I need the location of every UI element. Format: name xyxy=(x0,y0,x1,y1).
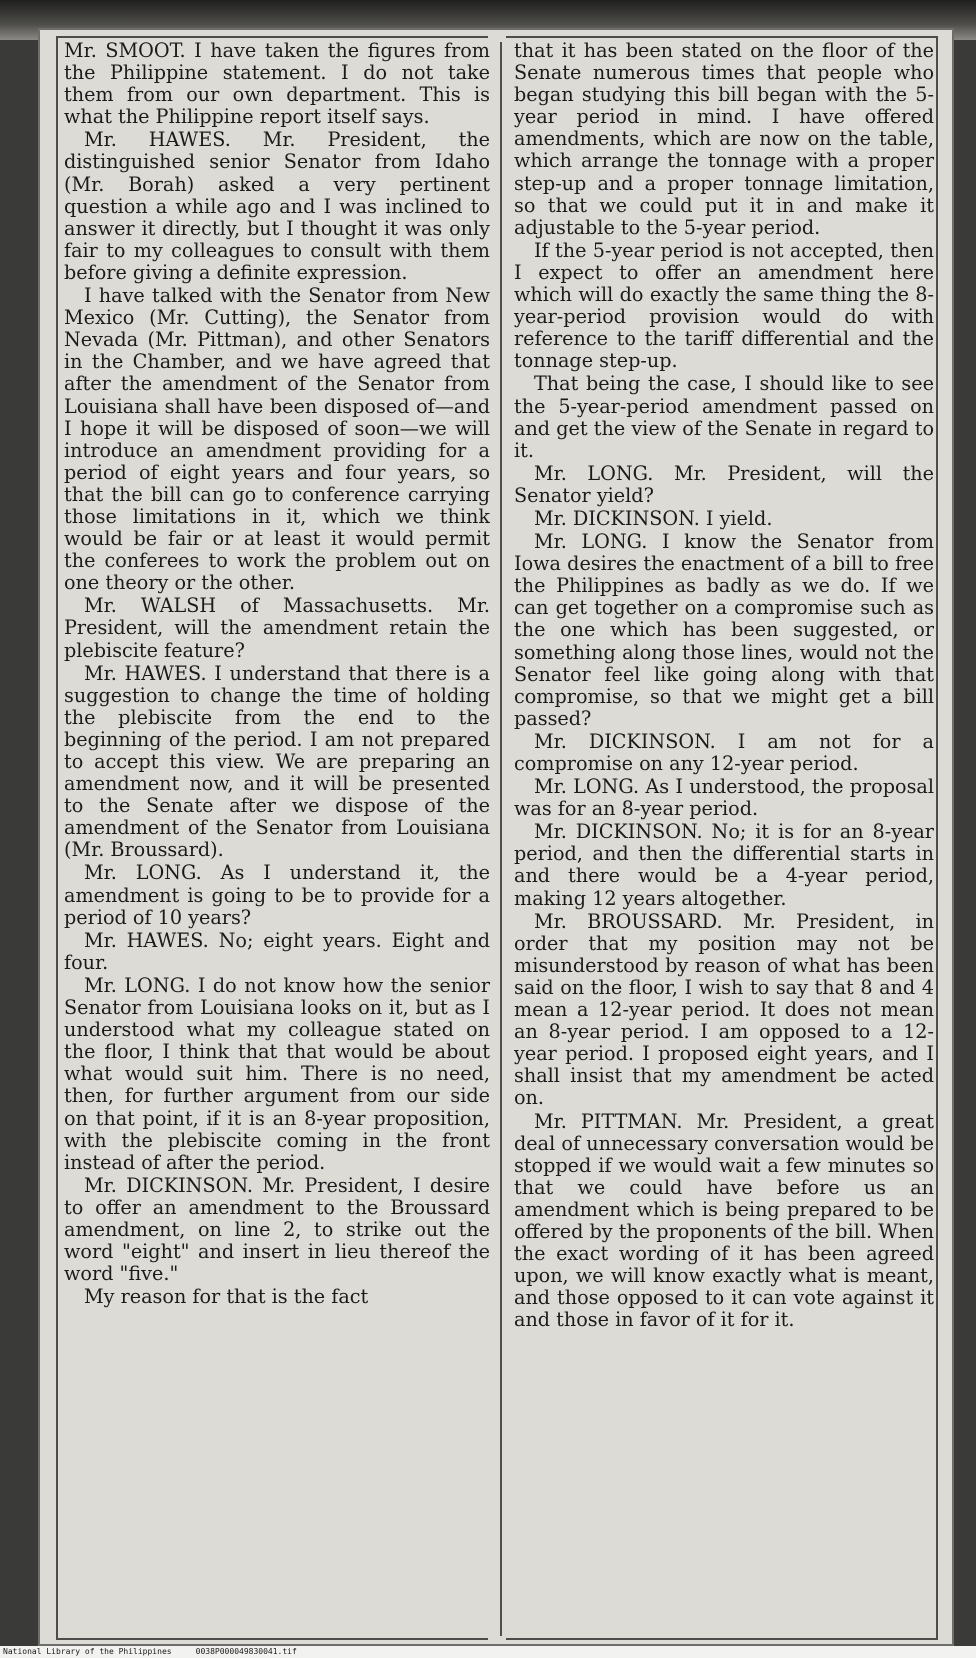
paragraph: Mr. WALSH of Massachusetts. Mr. President, will the amendment retain the plebiscite feature? xyxy=(64,594,490,662)
left-column xyxy=(64,40,490,1638)
paragraph: Mr. SMOOT. I have taken the figures from the Philippine statement. I do not take them from our own department. This is what the Philippine report itself says. xyxy=(64,40,490,129)
paragraph: Mr. DICKINSON. I yield. xyxy=(534,506,773,530)
paragraph: Mr. HAWES. Mr. President, the distinguished senior Senator from Idaho (Mr. Borah) asked a very pertinent question a while ago and I was inclined to answer it directly, but I thought it was only fair to my colleagues to consult with them before giving a definite expression. xyxy=(64,128,490,284)
paragraph: That being the case, I should like to see the 5-year-period amendment passed on and get the view of the Senate in regard to it. xyxy=(514,372,934,462)
archive-footer: National Library of the Philippines 0038P000049830041.tif xyxy=(0,1646,976,1658)
paragraph: Mr. PITTMAN. Mr. President, a great deal of unnecessary conversation would be stopped if we would wait a few minutes so that we could have before us an amendment which is being prepared to be offered by the proponents of the bill. When the exact wording of it has been agreed upon, we will know exactly what is meant, and those opposed to it can vote against it and those in favor of it for it. xyxy=(514,1109,934,1332)
paragraph: Mr. LONG. I do not know how the senior Senator from Louisiana looks on it, but as I understood what my colleague stated on the floor, I think that that would be about what would suit him. There is no need, then, for further argument from our side on that point, if it is an 8-year proposition, with the plebiscite coming in the front instead of after the period. xyxy=(64,973,490,1174)
column-divider xyxy=(500,42,502,1636)
paragraph: My reason for that is the fact xyxy=(84,1285,369,1309)
newspaper-clipping xyxy=(40,30,952,1644)
paragraph: If the 5-year period is not accepted, then I expect to offer an amendment here which will do exactly the same thing the 8-year-period provision would do with reference to the tariff differential and the tonnage step-up. xyxy=(514,238,934,373)
paragraph: Mr. DICKINSON. I am not for a compromise on any 12-year period. xyxy=(514,729,934,775)
paragraph: Mr. LONG. I know the Senator from Iowa desires the enactment of a bill to free the Philippines as badly as we do. If we can get together on a compromise such as the one which has been suggested, or something along those lines, would not the Senator feel like going along with that compromise, so that we might get a bill passed? xyxy=(514,530,934,730)
right-column xyxy=(514,40,934,1638)
paragraph: Mr. DICKINSON. No; it is for an 8-year period, and then the differential starts in and there would be a 4-year period, making 12 years altogether. xyxy=(514,820,934,910)
paragraph: Mr. LONG. Mr. President, will the Senator yield? xyxy=(514,461,934,507)
paragraph: Mr. BROUSSARD. Mr. President, in order that my position may not be misunderstood by reason of what has been said on the floor, I wish to say that 8 and 4 mean a 12-year period. It does not mean an 8-year period. I am opposed to a 12-year period. I proposed eight years, and I shall insist that my amendment be acted on. xyxy=(514,909,934,1110)
paragraph: Mr. HAWES. I understand that there is a suggestion to change the time of holding the plebiscite from the end to the beginning of the period. I am not prepared to accept this view. We are preparing an amendment now, and it will be presented to the Senate after we dispose of the amendment of the Senator from Louisiana (Mr. Broussard). xyxy=(64,661,490,862)
paragraph: Mr. DICKINSON. Mr. President, I desire to offer an amendment to the Broussard amendment, on line 2, to strike out the word "eight" and insert in lieu thereof the word "five." xyxy=(64,1173,490,1286)
paragraph: that it has been stated on the floor of the Senate numerous times that people who began studying this bill began with the 5-year period in mind. I have offered amendments, which are now on the table, which arrange the tonnage with a proper step-up and a proper tonnage limitation, so that we could put it in and make it adjustable to the 5-year period. xyxy=(514,40,934,239)
paragraph: Mr. LONG. As I understood, the proposal was for an 8-year period. xyxy=(514,775,934,821)
paragraph: Mr. LONG. As I understand it, the amendment is going to be to provide for a period of 10 years? xyxy=(64,861,490,929)
paragraph: Mr. HAWES. No; eight years. Eight and four. xyxy=(64,928,490,974)
paragraph: I have talked with the Senator from New Mexico (Mr. Cutting), the Senator from Nevada (Mr. Pittman), and other Senators in the Chamber, and we have agreed that after the amendment of the Senator from Louisiana shall have been disposed of—and I hope it will be disposed of soon—we will introduce an amendment providing for a period of eight years and four years, so that the bill can go to conference carrying those limitations in it, which we think would be fair or at least it would permit the conferees to work the problem out on one theory or the other. xyxy=(64,284,490,595)
